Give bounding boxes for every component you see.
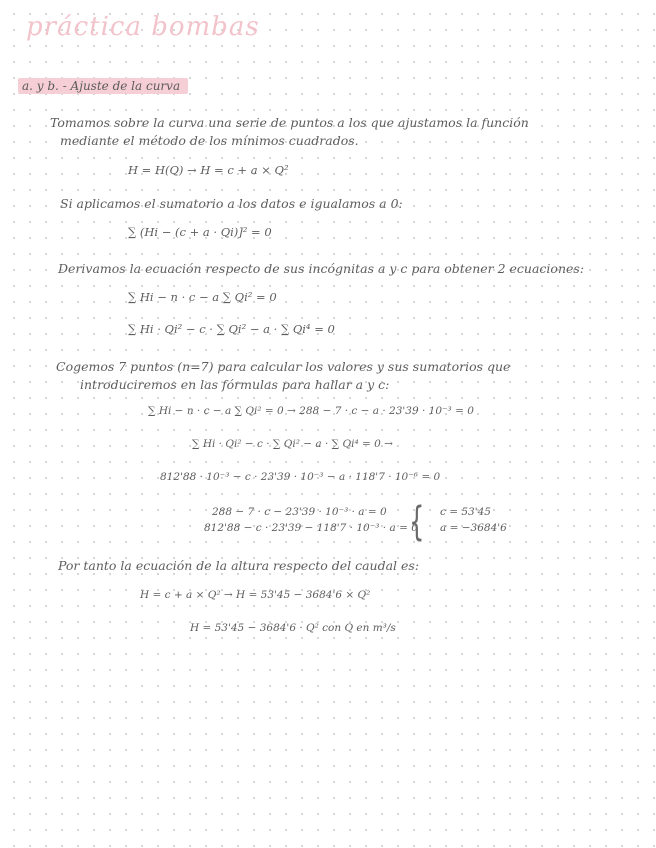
paragraph-intro-line2: mediante el método de los mínimos cuadrados.: [60, 133, 359, 148]
equation-model: H = H(Q) → H = c + a × Q²: [128, 163, 289, 177]
equation-result: H = c + a × Q² → H = 53'45 − 3684'6 × Q²: [140, 589, 371, 601]
solution-a: a = −3684'6: [440, 522, 507, 534]
section-heading: a. y b. - Ajuste de la curva: [18, 78, 188, 94]
solution-c: c = 53'45: [440, 506, 491, 518]
equation-substituted-1: ∑ Hi − n · c − a ∑ Qi² = 0 → 288 − 7 · c − a · 23'39 · 10⁻³ = 0: [148, 405, 474, 417]
equation-substituted-2: ∑ Hi · Qi² − c · ∑ Qi² − a · ∑ Qi⁴ = 0 →: [192, 438, 393, 450]
paragraph-intro-line1: Tomamos sobre la curva una serie de puntos a los que ajustamos la función: [50, 115, 529, 130]
system-equation-1: 288 − 7 · c − 23'39 · 10⁻³ · a = 0: [212, 506, 387, 518]
paragraph-sum: Si aplicamos el sumatorio a los datos e igualamos a 0:: [60, 196, 403, 211]
system-equation-2: 812'88 − c · 23'39 − 118'7 · 10⁻³ · a = 0: [204, 522, 418, 534]
paragraph-derivative: Derivamos la ecuación respecto de sus incógnitas a y c para obtener 2 ecuaciones:: [58, 261, 585, 276]
equation-derivative-c: ∑ Hi − n · c − a ∑ Qi² = 0: [128, 290, 277, 304]
paragraph-points-line2: introduciremos en las fórmulas para hallar a y c:: [80, 377, 390, 392]
system-brace: {: [409, 499, 425, 545]
paragraph-conclusion: Por tanto la ecuación de la altura respecto del caudal es:: [58, 558, 420, 573]
paragraph-points-line1: Cogemos 7 puntos (n=7) para calcular los valores y sus sumatorios que: [56, 359, 511, 374]
equation-least-squares: ∑ (Hi − (c + a · Qi)]² = 0: [128, 225, 272, 239]
equation-final: H = 53'45 − 3684'6 · Q² con Q en m³/s: [190, 622, 396, 634]
equation-substituted-3: 812'88 · 10⁻³ − c · 23'39 · 10⁻³ − a · 118'7 · 10⁻⁶ = 0: [160, 471, 441, 483]
page-title: práctica bombas: [26, 12, 260, 42]
equation-derivative-a: ∑ Hi · Qi² − c · ∑ Qi² − a · ∑ Qi⁴ = 0: [128, 322, 335, 336]
